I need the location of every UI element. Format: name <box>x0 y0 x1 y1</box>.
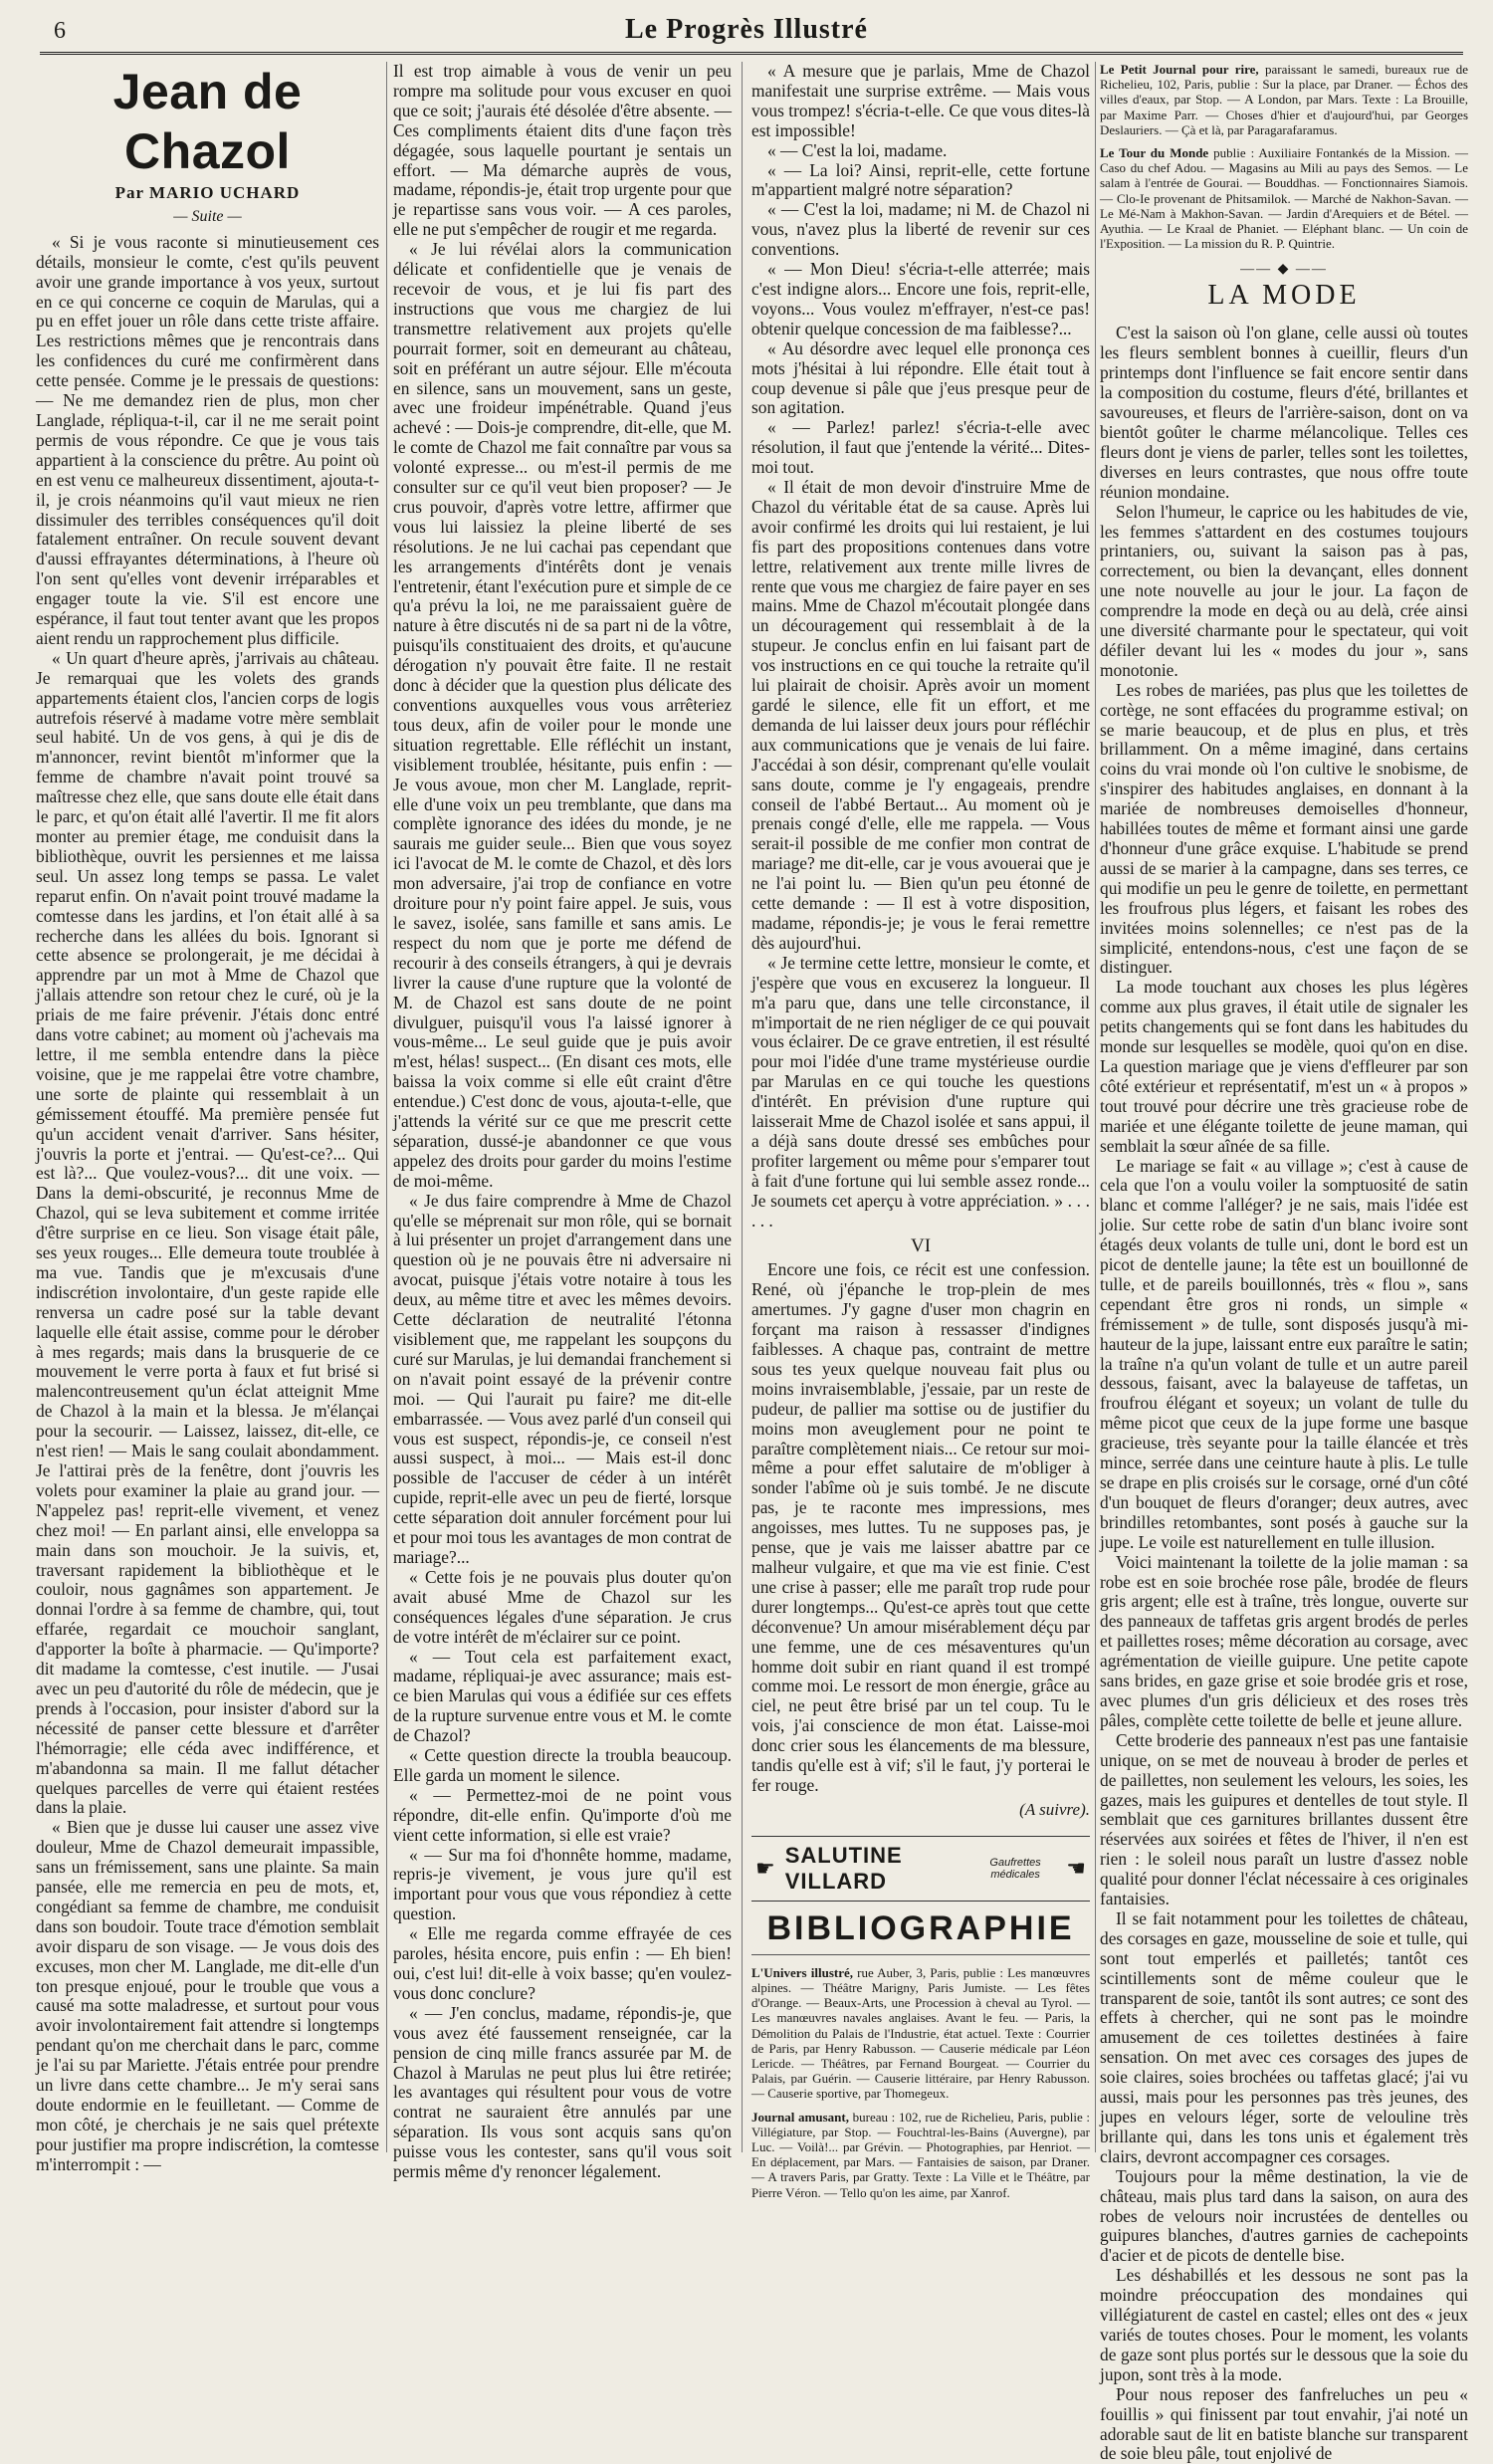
story-paragraph: « — J'en conclus, madame, répondis-je, que vous avez été faussement renseignée, car la pension de cinq mille francs assurée par M. de Chazol à Marulas ne peut plus lui être retirée; les avantages qui résultent pour vous de votre contrat ne sauraient être annulés par une séparation. Ils vous sont acquis sans qu'on puisse vous les contester, sans qu'il vous soit permis même d'y renoncer légalement. <box>393 2002 732 2182</box>
advert-brand: SALUTINE VILLARD <box>784 1842 903 1894</box>
story-paragraph: « Elle me regarda comme effrayée de ces paroles, hésita encore, puis enfin : — Eh bien! oui, c'est lui! dit-elle à voix basse; qu'en voulez-vous donc conclure? <box>393 1923 732 2003</box>
column-1 <box>36 62 379 2174</box>
story-paragraph: « — Mon Dieu! s'écria-t-elle atterrée; mais c'est indigne alors... Encore une fois, reprit-elle, voyons... Vous voulez m'effrayer, n'est-ce pas! obtenir quelque concession de ma faiblesse?... <box>751 259 1090 338</box>
bibliography-list-continued <box>1100 62 1468 251</box>
entry-text: paraissant le samedi, bureaux rue de Richelieu, 102, Paris, publie : Sur la place, par Draner. — Échos des villes d'eaux, par Stop. — A London, par Mars. Texte : La Brouille, par Maxime Parr. — Choses d'hier et d'aujourd'hui, par Georges Deslauriers. — Çà et là, par Paragarafaramus. <box>1100 62 1468 137</box>
column-divider <box>1095 62 1096 2152</box>
advert-subtitle: Gaufrettes médicales <box>989 1856 1041 1881</box>
mode-paragraph: Pour nous reposer des fanfreluches un peu « fouillis » qui finissent par tout envahir, j'ai noté un adorable saut de lit en batiste blanche sur transparent de soie bleu pâle, tout enjolivé de <box>1100 2383 1468 2464</box>
to-be-continued: (A suivre). <box>1019 1799 1090 1819</box>
story-paragraph: « Il était de mon devoir d'instruire Mme de Chazol du véritable état de sa cause. Après lui avoir confirmé les droits qui lui restaient, je lui fis part des propositions contenues dans votre lettre, relativement aux trente mille livres de rente que vous me chargiez de faire payer en ses mains. Mme de Chazol m'écoutait plongée dans un découragement qui ressemblait à de la stupeur. Je conclus enfin en lui faisant part de vos instructions en ce qui touche la retraite qu'il lui plairait de choisir. Après avoir un moment gardé le silence, elle fit un effort, et me demanda de lui laisser deux jours pour réfléchir aux communications que je venais de lui faire. J'accédai à son désir, comprenant qu'elle voulait sans doute, comme je l'y engageais, prendre conseil de l'abbé Bertaut... Au moment où je prenais congé d'elle, elle me rappela. — Vous serait-il possible de me confier mon contrat de mariage? me dit-elle, car je vous avouerai que je ne l'ai point lu. — Bien qu'un peu étonné de cette demande : — Il est à votre disposition, madame, répondis-je; je vous le ferai remettre dès aujourd'hui. <box>751 477 1090 953</box>
entry-name: Le Tour du Monde <box>1100 145 1209 161</box>
entry-text: rue Auber, 3, Paris, publie : Les manœuvres alpines. — Théâtre Marigny, Paris Jumiste. — Les fêtes d'Orange. — Beaux-Arts, une Procession à cheval au Tyrol. — Les manœuvres navales anglaises. Avant le feu. — Paris, la Démolition du Palais de l'Industrie, état actuel. Texte : Courrier de Paris, par Henry Rabusson. — Causerie médicale par Léon Lericde. — Théâtres, par Fernand Bourgeat. — Courrier du Palais, par Guérin. — Causerie littéraire, par Henry Rabusson. — Causerie sportive, par Thomegeux. <box>751 1964 1091 2102</box>
entry-text: publie : Auxiliaire Fontankés de la Mission. — Caso du chef Adou. — Magasins au Mili au pays des Semos. — Le salam à l'entrée de Gourai. — Bouddhas. — Fonctionnaires Siamois. — Clo-Ie provenant de Phitsamilok. — Marché de Nakhon-Savan. — Le Mé-Nam à Makhon-Savan. — Jardin d'Arequiers et de Bétel. — Ayuthia. — Le Kraal de Phaniet. — Eléphant blanc. — Un coin de l'Exposition. — La mission du R. P. Quintrie. <box>1100 145 1468 252</box>
pointing-hand-icon: ☛ <box>755 1855 775 1881</box>
column-divider <box>742 62 743 2152</box>
story-paragraph: « Je termine cette lettre, monsieur le comte, et j'espère que vous en excuserez la longueur. Il m'a paru que, dans une telle circonstance, il m'importait de ne rien négliger de ce qui pouvait vous éclairer. De ce grave entretien, il est résulté pour moi l'idée d'une trame mystérieuse ourdie par Marulas en ce qui touche les questions d'intérêt. En prévision d'une rupture qui laisserait Mme de Chazol isolée et sans appui, il a déjà sans doute dressé ses embûches pour profiter largement ou même pour s'emparer tout à fait d'une fortune qui lui semble assez ronde... Je soumets cet aperçu à votre appréciation. » . . . . . . <box>751 952 1090 1231</box>
story-paragraph: « — Sur ma foi d'honnête homme, madame, repris-je vivement, je vous jure qu'il est important pour vous que vous répondiez à cette question. <box>393 1844 732 1924</box>
story-paragraph: « Je dus faire comprendre à Mme de Chazol qu'elle se méprenait sur mon rôle, qui se bornait à lui présenter un projet d'arrangement dans une question où je ne pouvais être ni adversaire ni avocat, puisque j'étais votre notaire à tous les deux, au même titre et avec les mêmes devoirs. Cette déclaration de neutralité l'étonna visiblement que, me rappelant les soupçons du curé sur Marulas, je lui demandai franchement si on n'avait point essayé de la prévenir contre moi. — Qui l'aurait pu faire? me dit-elle embarrassée. — Vous avez parlé d'un conseil qui vous est suspect, répondis-je, ce conseil n'est aussi suspect, à moi... — Mais est-il donc possible de l'accuser de céder à un intérêt cupide, reprit-elle avec un peu de fierté, lorsque cette séparation doit annuler forcément pour lui et pour moi tous les avantages de mon contrat de mariage?... <box>393 1190 732 1567</box>
mode-paragraph: Voici maintenant la toilette de la jolie maman : sa robe est en soie brochée rose pâle, brodée de fleurs gris argent; elle est à traîne, très longue, ouverte sur des panneaux de taffetas gris argent brodés de perles et paillettes roses; même décoration au corsage, avec agrémentation de vieille guipure. Une petite capote sans brides, en gaze grise et soie brodée gris et rose, avec plumes d'un gris délicieux et des roses très pâles, complète cette toilette de belle et jeune allure. <box>1100 1551 1468 1730</box>
column-3 <box>751 61 1091 2200</box>
story-paragraph: « Cette question directe la troubla beaucoup. Elle garda un moment le silence. <box>393 1745 732 1785</box>
entry-text: bureau : 102, rue de Richelieu, Paris, publie : Villégiature, par Stop. — Fouchtral-les-Bains (Auvergne), par Luc. — Voilà!... par Grévin. — Photographies, par Henriot. — En déplacement, par Mars. — Fantaisies de saison, par Draner. — A travers Paris, par Gratty. Texte : La Ville et le Théâtre, par Pierre Véron. — Tello qu'on les aime, par Xanrof. <box>751 2109 1090 2200</box>
mode-paragraph: Il se fait notamment pour les toilettes de château, des corsages en gaze, mousseline de soie et tulle, qui sont tout emperlés et pailletés; tantôt ces scintillements sont de même couleur que le transparent de soie, tantôt ils sont autres; ce sont des effets à chercher, qui ne sont pas le moindre amusement de ces toilettes destinées à faire sensation. On met avec ces corsages des jupes de soie claires, soies brochées ou taffetas glacé; j'ai vu aussi, mais pour les personnes pas très jeunes, des jupes en velours léger, sorte de velouline très brillante qui, dans les tons unis et également très clairs, devront accompagner ces corsages. <box>1100 1907 1468 2166</box>
story-paragraph: « — Tout cela est parfaitement exact, madame, répliquai-je avec assurance; mais est-ce bien Marulas qui vous a édifiée sur ces effets de la rupture survenue entre vous et M. le comte de Chazol? <box>393 1646 732 1746</box>
mode-paragraph: Toujours pour la même destination, la vie de château, mais plus tard dans la saison, on aura des robes de velours noir incrustées de dentelles ou guipures blanches, d'autres garnies de cachepoints d'acier et de picots de dentelle bise. <box>1100 2165 1468 2266</box>
story-title: Jean de Chazol <box>112 64 303 179</box>
bibliography-entry <box>751 2110 1090 2200</box>
entry-name: L'Univers illustré, <box>751 1964 853 1980</box>
mode-title: LA MODE <box>1207 280 1361 312</box>
bibliography-title: BIBLIOGRAPHIE <box>751 1909 1090 1955</box>
story-paragraph: « — Permettez-moi de ne point vous répondre, dit-elle enfin. Qu'importe d'où me vient cette information, si elle est vraie? <box>393 1784 732 1845</box>
page-number: 6 <box>54 18 66 44</box>
column-divider <box>386 62 387 2152</box>
ornament-divider: —— ◆ —— <box>1240 262 1328 278</box>
header-rule <box>40 52 1463 55</box>
page-header <box>40 10 1453 50</box>
entry-name: Journal amusant, <box>751 2109 849 2125</box>
story-paragraph: « — C'est la loi, madame; ni M. de Chazol ni vous, n'avez plus la liberté de revenir sur ces conventions. <box>751 199 1090 260</box>
salutine-advert <box>751 1836 1090 1902</box>
story-paragraph: « — La loi? Ainsi, reprit-elle, cette fortune m'appartient malgré notre séparation? <box>751 159 1090 200</box>
column-4 <box>1100 62 1468 2464</box>
bibliography-list <box>751 1965 1090 2200</box>
story-paragraph: Il est trop aimable à vous de venir un peu rompre ma solitude pour vous excuser en quoi que ce soit; j'aurais été désolée d'être absente. — Ces compliments étaient dits d'une façon très dégagée, sous laquelle pourtant je sentais un effort. — Ma démarche auprès de vous, madame, répondis-je, était trop urgente pour que je repartisse sans vous voir. — A ces paroles, elle ne put s'empêcher de rougir et me regarda. <box>393 61 732 240</box>
story-paragraph: « Si je vous raconte si minutieusement ces détails, monsieur le comte, c'est qu'ils peuvent avoir une grande importance à vos yeux, surtout en ce qui concerne ce coquin de Marulas, qui a pu en effet jouer un rôle dans cette triste affaire. Les restrictions mêmes que je rencontrais dans les confidences du curé me confirmèrent dans cette pensée. Comme je le pressais de questions: — Ne me demandez rien de plus, mon cher Langlade, répliqua-t-il, car il ne me serait point permis de vous répondre. Ce que je vous tais appartient à la conscience du prêtre. Au point où en est venu ce malheureux dissentiment, ajouta-t-il, je crois néanmoins qu'il vaut mieux ne rien dissimuler des terribles conséquences qu'il doit fatalement entraîner. On recule souvent devant d'aussi effrayantes déterminations, à l'heure où l'on sent qu'elles vont devenir irréparables et engager toute la vie. S'il est encore une espérance, il faut tout tenter avant que les propos aient rendu un rapprochement plus difficile. <box>36 231 379 648</box>
column-2 <box>393 61 732 2182</box>
story-paragraph: « Un quart d'heure après, j'arrivais au château. Je remarquai que les volets des grands appartements étaient clos, l'ancien corps de logis autrefois réservé à madame votre mère semblait seul habité. Un de vos gens, à qui je dis de m'annoncer, revint bientôt m'informer que la femme de chambre n'avait point trouvé sa maîtresse chez elle, que sans doute elle était dans le parc, et qu'on était allé l'avertir. Il me fit alors monter au premier étage, me conduisit dans la bibliothèque, ouvrit les persiennes et me laissa seul. Un assez long temps se passa. Le valet reparut enfin. On n'avait point trouvé madame la comtesse dans les jardins, et l'on était allé à sa recherche dans les allées du bois. Ignorant si cette absence se prolongerait, je me décidai à apprendre par un mot à Mme de Chazol que j'allais attendre son retour chez le curé, où je la priais de me faire prévenir. J'étais donc entré dans votre cabinet; au moment où j'achevais ma lettre, il me sembla entendre dans la pièce voisine, que je me rappelai être votre chambre, une sorte de plainte qui ressemblait à un gémissement étouffé. Ma première pensée fut qu'un accident venait d'arriver. Sans hésiter, j'ouvris la porte et j'entrai. — Qu'est-ce?... Qui est là?... Que voulez-vous?... dit une voix. — Dans la demi-obscurité, je reconnus Mme de Chazol, qui se leva subitement et comme irritée d'être surprise en ce lieu. Son visage était pâle, ses yeux rouges... Elle demeura toute troublée à ma vue. Tandis que je m'excusais d'une indiscrétion involontaire, d'un geste rapide elle renversa un cadre posé sur la table devant laquelle elle était assise, comme pour le dérober à mes regards; mais dans la brusquerie de ce mouvement le verre porta à faux et fut brisé si malencontreusement qu'un éclat atteignit Mme de Chazol à la main et la blessa. Je m'élançai pour la secourir. — Laissez, laissez, dit-elle, ce n'est rien! — Mais le sang coulait abondamment. Je l'attirai près de la fenêtre, dont j'ouvris les volets pour examiner la plaie au grand jour. — N'appelez pas! reprit-elle vivement, et venez chez moi! — En parlant ainsi, elle enveloppa sa main dans son mouchoir. Je la suivis, et, traversant rapidement la bibliothèque et le couloir, nous gagnâmes son appartement. Je donnai l'ordre à sa femme de chambre, qui, tout effarée, regardait ce mouchoir sanglant, d'apporter la boîte à pharmacie. — Qu'importe? dit madame la comtesse, c'est inutile. — J'usai avec un peu d'autorité du rôle de médecin, que je prends à l'occasion, pour insister d'abord sur la nécessité de panser cette blessure et d'arrêter l'hémorragie; elle céda avec indifférence, et m'abandonna sa main. Il me fallut détacher quelques parcelles de verre qui étaient restées dans la plaie. <box>36 647 379 1818</box>
mode-paragraph: La mode touchant aux choses les plus légères comme aux plus graves, il était utile de signaler les petits changements qui se font dans les habitudes du monde sur lesquelles se modèle, quoi qu'on en dise. La question mariage que je viens d'effleurer par son côté extérieur et représentatif, m'est un « à propos » tout trouvé pour décrire une très gracieuse robe de mariée et une élégante toilette de jeune maman, qui semblait la sœur aînée de sa fille. <box>1100 977 1468 1156</box>
story-paragraph: « A mesure que je parlais, Mme de Chazol manifestait une surprise extrême. — Mais vous vous trompez! s'écria-t-elle. Ce que vous dites-là est impossible! <box>751 61 1090 140</box>
mode-paragraph: Cette broderie des panneaux n'est pas une fantaisie unique, on se met de nouveau à broder de perles et de paillettes, non seulement les velours, les soies, les gazes, mais les guipures et dentelles de tout style. Il semblait que ces garnitures brillantes dussent être réservées aux soirées et fêtes de l'hiver, il n'en est rien : le soleil nous paraît un lustre d'assez noble qualité pour donner l'éclat nécessaire à ces originales fantaisies. <box>1100 1729 1468 1909</box>
mode-paragraph: Le mariage se fait « au village »; c'est à cause de cela que l'on a voulu voiler la somptuosité de satin blanc et comme l'alléger? je ne sais, mais l'idée est jolie. Sur cette robe de satin d'un blanc ivoire sont étagés deux volants de tulle uni, dont le bord est un picot de dentelle jaune; la tête est un bouillonné de tulle, et de pareils bouillonnés, très « flou », sans cependant être gros ni ronds, un simple « frémissement » de tulle, sont disposés jusqu'à mi-hauteur de la jupe, laissant entre eux paraître le satin; la traîne n'a qu'un volant de tulle et un autre pareil dessous, faisant, avec la balayeuse de taffetas, un froufrou élégant et soyeux; un volant de tulle du même picot que ceux de la jupe forme une basque gracieuse, très seyante pour la taille élancée et très mince, serrée dans une ceinture haute à plis. Le tulle se drape en plis croisés sur le corsage, orné d'un côté d'un bouquet de fleurs d'oranger; deux autres, avec brindilles retombantes, sont posés à gauche sur la jupe. Le voile est naturellement en tulle illusion. <box>1100 1155 1468 1552</box>
bibliography-entry <box>751 1965 1090 2102</box>
story-paragraph: « — Parlez! parlez! s'écria-t-elle avec résolution, il faut que j'entende la vérité... Dites-moi tout. <box>751 417 1090 478</box>
masthead: Le Progrès Illustré <box>625 14 868 45</box>
entry-name: Le Petit Journal pour rire, <box>1100 62 1259 77</box>
story-paragraph: « — C'est la loi, madame. <box>767 139 948 160</box>
story-suite: — Suite — <box>173 207 242 225</box>
story-paragraph: « Cette fois je ne pouvais plus douter qu'on avait abusé Mme de Chazol sur les conséquences légales d'une séparation. Je crus de votre intérêt de m'éclairer sur ce point. <box>393 1566 732 1647</box>
bibliography-entry <box>1100 145 1468 251</box>
pointing-hand-icon: ☚ <box>1066 1855 1086 1881</box>
story-paragraph: « Bien que je dusse lui causer une assez vive douleur, Mme de Chazol demeurait impassible, sans un frémissement, sans une plainte. Sa main pansée, elle me remercia en peu de mots, et, congédiant sa femme de chambre, me conduisit dans son boudoir. Toute trace d'émotion semblait avoir disparu de son visage. — Je vous dois des excuses, mon cher M. Langlade, me dit-elle d'un ton presque enjoué, pour le trouble que vous a causé ma sotte maladresse, et surtout pour vous avoir involontairement fait attendre si longtemps pendant qu'on me cherchait dans le parc, comme je l'ai su par Mariette. J'étais entrée pour prendre un livre dans cette chambre... Je m'y serai sans doute endormie en le feuilletant. — Comme de mon côté, je cherchais je ne sais quel prétexte pour justifier ma propre indiscrétion, la comtesse m'interrompit : — <box>36 1817 379 2174</box>
mode-paragraph: C'est la saison où l'on glane, celle aussi où toutes les fleurs semblent bonnes à cueillir, fleurs d'un printemps dont l'influence se fait encore sentir dans la composition du costume, fleurs d'été, brillantes et savoureuses, et fleurs de l'arrière-saison, dont on va bientôt goûter le charme mélancolique. Telles ces fleurs dont je viens de parler, telles sont les toilettes, diverses en leurs contrastes, que nous offre toute réunion mondaine. <box>1100 323 1468 502</box>
bibliography-entry <box>1100 62 1468 137</box>
mode-paragraph: Selon l'humeur, le caprice ou les habitudes de vie, les femmes s'attardent en des costumes toujours printaniers, ou, suivant la saison pas à pas, correctement, ou bien la devançant, elles donnent une note nouvelle au jour le jour. La façon de comprendre la mode en deçà ou au delà, crée ainsi une diversité charmante pour le spectateur, qui voit défiler devant lui les « modes du jour », sans monotonie. <box>1100 501 1468 680</box>
story-paragraph: « Je lui révélai alors la communication délicate et confidentielle que je venais de recevoir de vous, et je lui fis part des instructions que vous me chargiez de lui transmettre relativement aux projets qu'elle pourrait former, soit en demeurant au château, soit en préférant un autre séjour. Elle m'écouta en silence, sans un mouvement, sans un geste, avec une froideur impénétrable. Quand j'eus achevé : — Dois-je comprendre, dit-elle, que M. le comte de Chazol me fait connaître par vous sa volonté expresse... ou m'est-il permis de me consulter sur ce qu'il veut bien proposer? — Je crus pouvoir, d'après votre lettre, affirmer que vous lui laissiez la pleine liberté de ses résolutions. Je ne lui cachai pas cependant que les arrangements d'intérêts dont je venais l'entretenir, étant l'exécution pure et simple de ce qu'a prévu la loi, ne me paraissaient guère de nature à être discutés ni de sa part ni de la vôtre, puisqu'ils constituaient des droits, et qu'aucune dérogation n'y pouvait être faite. Il ne restait donc à décider que la question plus délicate des conventions auxquelles vous vous arrêteriez tous deux, afin de voiler pour le monde une situation regrettable. Elle réfléchit un instant, visiblement troublée, hésitante, puis enfin : — Je vous avoue, mon cher M. Langlade, reprit-elle d'une voix un peu tremblante, que dans ma complète ignorance des idées du monde, je ne saurais me guider seule... Bien que vous soyez ici l'avocat de M. le comte de Chazol, et dès lors mon adversaire, j'ai trop de confiance en votre droiture pour n'y point faire appel. Je suis, vous le savez, isolée, sans famille et sans amis. Le respect du nom que je porte me défend de recourir à des conseils étrangers, à qui je devrais livrer la cause d'une rupture que la volonté de M. de Chazol est sans doute de ne point divulguer, puisqu'il vous l'a laissé ignorer à vous-même... Le seul guide que je puis avoir m'est, hélas! suspect... (En disant ces mots, elle baissa la voix comme si elle eût craint d'être entendue.) C'est donc de vous, ajouta-t-elle, que j'attends la vérité sur ce que me prescrit cette séparation, dussé-je abandonner ce que vous appelez des droits pour garder du moins l'estime de moi-même. <box>393 239 732 1191</box>
mode-paragraph: Les robes de mariées, pas plus que les toilettes de cortège, ne sont effacées du programme estival; on se marie beaucoup, et de plus en plus, et très brillamment. On a même imaginé, dans certains coins du vrai monde où l'on cultive le snobisme, de s'inspirer des habitudes anglaises, en donnant à la mariée de nombreuses demoiselles d'honneur, habillées toutes de même et formant ainsi une garde d'honneur d'une grâce exquise. L'habitude se prend aussi de se marier à la campagne, dans ses terres, ce qui modifie un peu le genre de toilette, en permettant les froufrous plus légers, et faisant les robes des invitées moins solennelles; ce n'est pas de la simplicité, entendons-nous, c'est une façon de se distinguer. <box>1100 679 1468 978</box>
story-paragraph: Encore une fois, ce récit est une confession. René, où j'épanche le trop-plein de mes amertumes. J'y gagne d'user mon chagrin en forçant ma raison à ressasser d'indignes faiblesses. A chaque pas, contraint de mettre sous tes yeux quelque nouveau fait plus ou moins invraisemblable, j'essaie, par un reste de pudeur, de pallier ma sottise ou de justifier du moins mon aveuglement pour ne point te paraître complètement niais... Ce retour sur moi-même a pour effet salutaire de m'obliger à sonder l'abîme où je suis tombé. Je ne discute pas, je te raconte mes impressions, mes angoisses, mes luttes. Tu ne supposes pas, je pense, que je vais me laisser abattre par ce malheur vulgaire, et que ma vie est finie. C'est une crise à passer; elle me paraît trop rude pour durer longtemps... Qu'est-ce après tout que cette déconvenue? Un amour misérablement déçu par une femme, une de ces mésaventures qu'un homme doit subir en riant quand il est trompé comme moi. Le ressort de mon énergie, grâce au ciel, ne peut être brisé par un tel coup. Tu le vois, j'ai conscience de mon état. Laisse-moi donc crier sous les élancements de ma blessure, tandis qu'elle est à vif; s'il le faut, j'y porterai le fer rouge. <box>751 1259 1090 1795</box>
story-paragraph: « Au désordre avec lequel elle prononça ces mots j'hésitai à lui répondre. Elle était tout à coup devenue si pâle que j'eus presque peur de son agitation. <box>751 337 1090 418</box>
story-byline: Par MARIO UCHARD <box>114 183 301 202</box>
mode-paragraph: Les déshabillés et les dessous ne sont pas la moindre préoccupation des mondaines qui villégiaturent de castel en castel; elles ont des « jeux variés de toutes choses. Pour le moment, les volants de gaze sont plus portés sur le dessous que la soie du jupon, sont très à la mode. <box>1100 2265 1468 2384</box>
section-number: VI <box>910 1235 932 1257</box>
